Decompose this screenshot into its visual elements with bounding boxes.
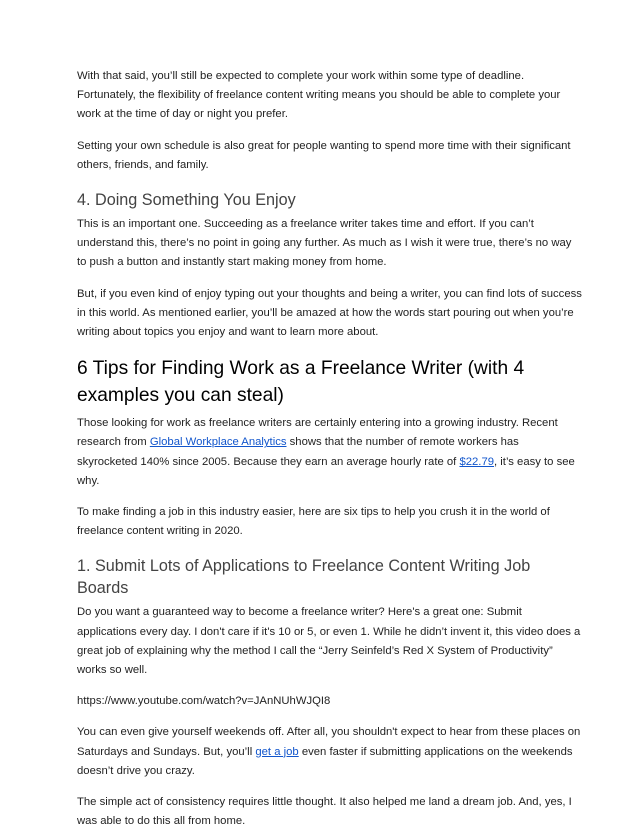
paragraph-guaranteed-way: Do you want a guaranteed way to become a freelance writer? Here's a great one: Submit applications every day. I don't care if it's 10 or 5, or even 1. While he didn’t invent it, this video does a great job of explaining why the method I call the “Jerry Seinfeld’s Red X System of Productivity” works so well.: [77, 606, 581, 677]
get-a-job-link[interactable]: get a job: [255, 745, 299, 758]
hourly-rate-link[interactable]: $22.79: [459, 455, 495, 468]
document-body: [77, 67, 582, 831]
paragraph-weekends: [77, 723, 582, 781]
paragraph-text: shows that the number of remote workers has skyrocketed 140% since 2005. Because they earn an average hourly rate of: [77, 436, 519, 468]
youtube-url-text: https://www.youtube.com/watch?v=JAnNUhWJQI8: [77, 695, 331, 708]
paragraph-text: , it’s easy to see why.: [77, 455, 575, 487]
paragraph-important-one: This is an important one. Succeeding as a freelance writer takes time and effort. If you can’t understand this, there’s no point in going any further. As much as I wish it were true, there’s no way to push a button and instantly start making money from home.: [77, 218, 572, 269]
paragraph-text: Those looking for work as freelance writers are certainly entering into a growing industry. Recent research from: [77, 417, 558, 449]
heading-submit-applications: 1. Submit Lots of Applications to Freelance Content Writing Job Boards: [77, 557, 531, 598]
paragraph-text: You can even give yourself weekends off. After all, you shouldn't expect to hear from these places on Saturdays and Sundays. But, you’ll: [77, 726, 581, 758]
paragraph-consistency: The simple act of consistency requires little thought. It also helped me land a dream job. And, yes, I was able to do this all from home.: [77, 796, 572, 828]
global-workplace-analytics-link[interactable]: Global Workplace Analytics: [149, 436, 287, 449]
heading-doing-something-you-enjoy: 4. Doing Something You Enjoy: [77, 191, 296, 210]
paragraph-enjoy-typing: But, if you even kind of enjoy typing out your thoughts and being a writer, you can find lots of success in this world. As mentioned earlier, you’ll be amazed at how the words start pouring out when you’re writing about topics you enjoy and want to learn more about.: [77, 287, 582, 339]
heading-six-tips: 6 Tips for Finding Work as a Freelance Writer (with 4 examples you can steal): [77, 358, 525, 406]
paragraph-growing-industry: [77, 414, 582, 491]
paragraph-text: even faster if submitting applications on the weekends doesn’t drive you crazy.: [77, 745, 573, 777]
paragraph-deadline: With that said, you’ll still be expected to complete your work within some type of deadline. Fortunately, the flexibility of freelance content writing means you should be able to complete your work at the time of day or night you prefer.: [77, 70, 561, 121]
paragraph-schedule: Setting your own schedule is also great for people wanting to spend more time with their significant others, friends, and family.: [77, 139, 571, 171]
paragraph-six-tips-intro: To make finding a job in this industry easier, here are six tips to help you crush it in the world of freelance content writing in 2020.: [77, 506, 550, 538]
